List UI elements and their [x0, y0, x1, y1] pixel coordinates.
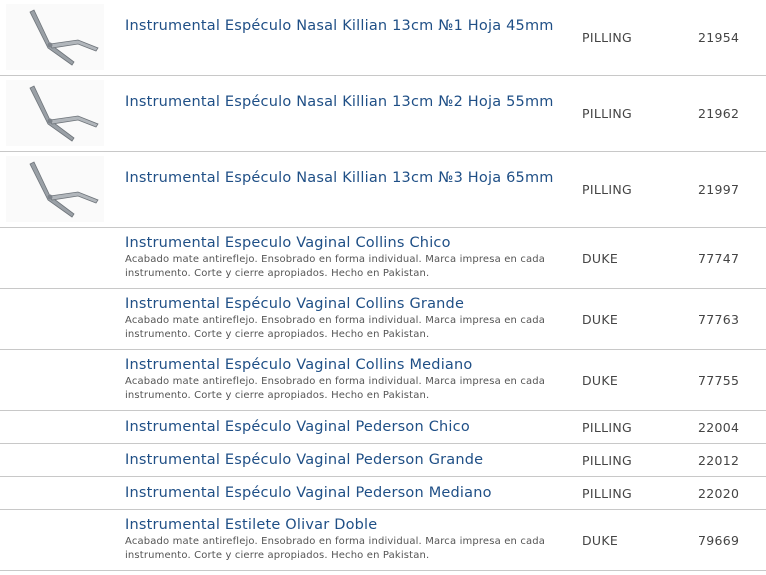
- product-description: Acabado mate antireflejo. Ensobrado en forma individual. Marca impresa en cada instrumento. Corte y cierre apropiados. Hecho en Pakistan.: [125, 376, 546, 401]
- nasal-speculum-image[interactable]: [6, 4, 104, 70]
- nasal-speculum-image[interactable]: [6, 80, 104, 146]
- product-row: [0, 350, 766, 411]
- nasal-speculum-icon: [6, 80, 104, 146]
- product-title-link[interactable]: Instrumental Espéculo Vaginal Pederson Grande: [125, 452, 484, 468]
- product-code: 77747: [698, 251, 740, 266]
- product-row: [0, 0, 766, 76]
- brand-label: PILLING: [582, 182, 632, 197]
- product-title-link[interactable]: Instrumental Espéculo Nasal Killian 13cm №2 Hoja 55mm: [125, 94, 554, 110]
- product-code: 77755: [698, 373, 740, 388]
- brand-label: PILLING: [582, 486, 632, 501]
- product-title-link[interactable]: Instrumental Espéculo Vaginal Collins Mediano: [125, 357, 473, 373]
- nasal-speculum-icon: [6, 156, 104, 222]
- brand-label: DUKE: [582, 533, 619, 548]
- product-description: Acabado mate antireflejo. Ensobrado en forma individual. Marca impresa en cada instrumento. Corte y cierre apropiados. Hecho en Pakistan.: [125, 254, 546, 279]
- product-title-link[interactable]: Instrumental Estilete Olivar Doble: [125, 517, 378, 533]
- product-code: 22004: [698, 420, 740, 435]
- nasal-speculum-icon: [6, 4, 104, 70]
- product-code: 21954: [698, 30, 740, 45]
- brand-label: PILLING: [582, 420, 632, 435]
- product-code: 77763: [698, 312, 740, 327]
- brand-label: DUKE: [582, 312, 619, 327]
- product-row: [0, 477, 766, 510]
- product-code: 22020: [698, 486, 740, 501]
- product-title-link[interactable]: Instrumental Espéculo Nasal Killian 13cm №3 Hoja 65mm: [125, 170, 554, 186]
- product-title-link[interactable]: Instrumental Espéculo Vaginal Collins Grande: [125, 296, 465, 312]
- product-row: [0, 152, 766, 228]
- product-row: [0, 289, 766, 350]
- nasal-speculum-image[interactable]: [6, 156, 104, 222]
- product-row: [0, 444, 766, 477]
- product-description: Acabado mate antireflejo. Ensobrado en forma individual. Marca impresa en cada instrumento. Corte y cierre apropiados. Hecho en Pakistan.: [125, 315, 546, 340]
- brand-label: PILLING: [582, 106, 632, 121]
- product-description: Acabado mate antireflejo. Ensobrado en forma individual. Marca impresa en cada instrumento. Corte y cierre apropiados. Hecho en Pakistan.: [125, 536, 546, 561]
- brand-label: DUKE: [582, 251, 619, 266]
- product-code: 22012: [698, 453, 740, 468]
- product-row: [0, 411, 766, 444]
- product-title-link[interactable]: Instrumental Especulo Vaginal Collins Chico: [125, 235, 451, 251]
- brand-label: DUKE: [582, 373, 619, 388]
- brand-label: PILLING: [582, 30, 632, 45]
- product-code: 21962: [698, 106, 740, 121]
- product-title-link[interactable]: Instrumental Espéculo Vaginal Pederson Mediano: [125, 485, 492, 501]
- brand-label: PILLING: [582, 453, 632, 468]
- product-title-link[interactable]: Instrumental Espéculo Vaginal Pederson Chico: [125, 419, 470, 435]
- product-title-link[interactable]: Instrumental Espéculo Nasal Killian 13cm №1 Hoja 45mm: [125, 18, 554, 34]
- product-code: 21997: [698, 182, 740, 197]
- product-row: [0, 76, 766, 152]
- product-row: [0, 228, 766, 289]
- product-code: 79669: [698, 533, 740, 548]
- product-row: [0, 510, 766, 571]
